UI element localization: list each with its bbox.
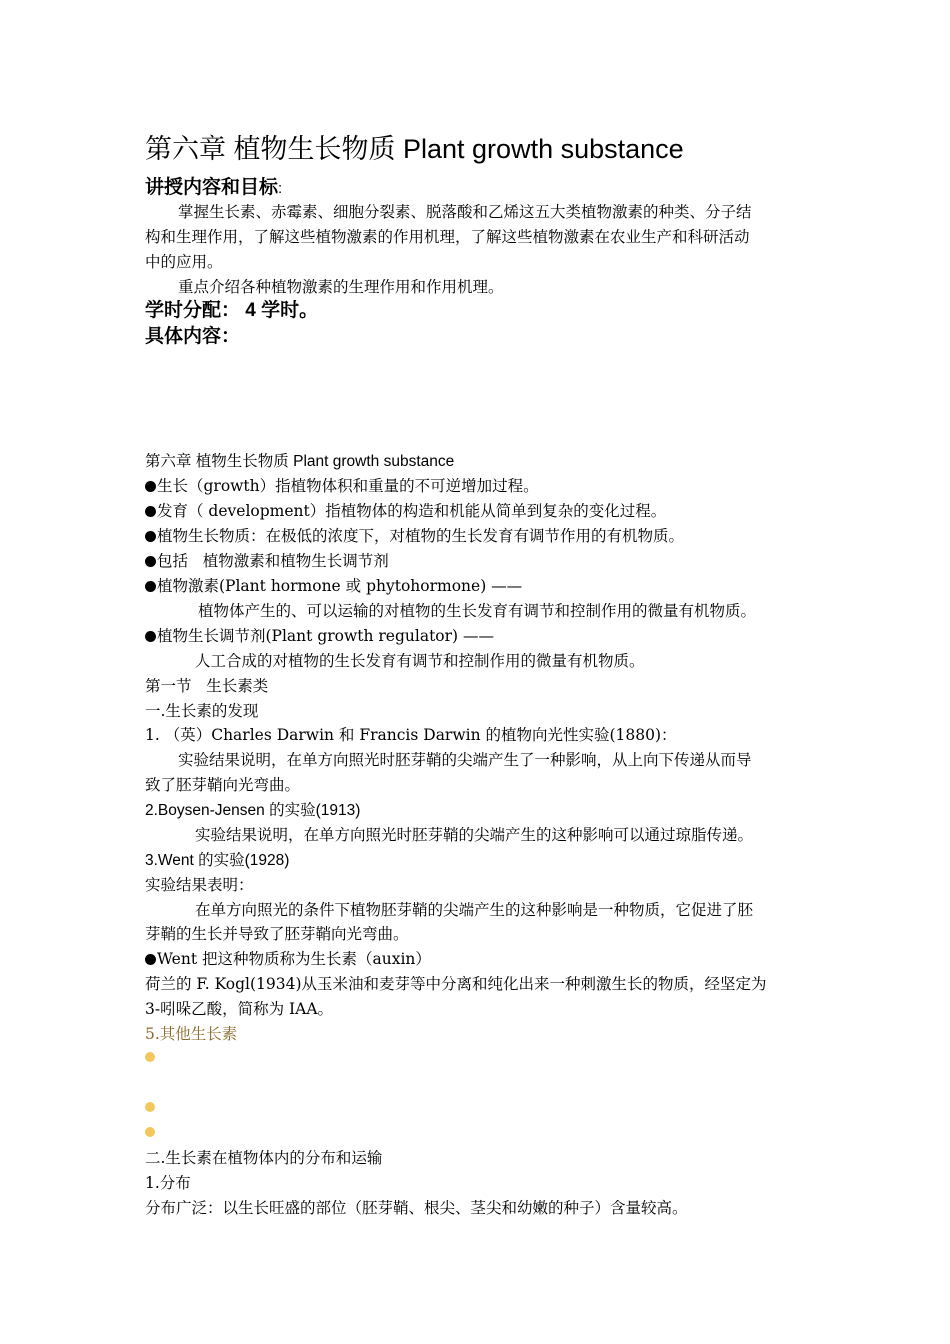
experiment-3-label: 实验结果表明： <box>145 876 254 894</box>
bullet-growth-text: 生长（growth）指植物体积和重量的不可逆增加过程。 <box>157 477 539 495</box>
teaching-p2: 重点介绍各种植物激素的生理作用和作用机理。 <box>178 278 504 296</box>
experiment-2-title: 2.Boysen-Jensen 的实验(1913) <box>145 802 361 819</box>
bullet-hormone <box>145 574 522 599</box>
bullet-includes <box>145 549 389 574</box>
teaching-p1-line2: 构和生理作用，了解这些植物激素的作用机理，了解这些植物激素在农业生产和科研活动 <box>145 228 750 246</box>
bullet-growth <box>145 474 539 499</box>
experiment-2-result: 实验结果说明，在单方向照光时胚芽鞘的尖端产生的这种影响可以通过琼脂传递。 <box>195 826 754 844</box>
section-1-1-heading: 一.生长素的发现 <box>145 702 259 720</box>
bullet-regulator-text: 植物生长调节剂(Plant growth regulator) —— <box>157 627 495 645</box>
section-1-heading: 第一节 生长素类 <box>145 677 269 695</box>
teaching-heading <box>145 175 282 202</box>
experiment-1-result-line2: 致了胚芽鞘向光弯曲。 <box>145 776 301 794</box>
teaching-p1-line1: 掌握生长素、赤霉素、细胞分裂素、脱落酸和乙烯这五大类植物激素的种类、分子结 <box>178 203 752 221</box>
teaching-p1-line3: 中的应用。 <box>145 253 223 271</box>
bullet-icon <box>145 581 156 592</box>
page-title: 第六章 植物生长物质 Plant growth substance <box>145 134 684 164</box>
experiment-1-result-line1: 实验结果说明，在单方向照光时胚芽鞘的尖端产生了一种影响，从上向下传递从而导 <box>178 751 752 769</box>
bullet-growth-substance-text: 植物生长物质：在极低的浓度下，对植物的生长发育有调节作用的有机物质。 <box>157 527 685 545</box>
bullet-went-auxin <box>145 947 431 972</box>
experiment-3-result-line1: 在单方向照光的条件下植物胚芽鞘的尖端产生的这种影响是一种物质，它促进了胚 <box>195 901 754 919</box>
kogl-line2: 3-吲哚乙酸，简称为 IAA。 <box>145 1000 334 1018</box>
bullet-icon <box>145 531 156 542</box>
content-heading: 具体内容： <box>145 326 241 347</box>
kogl-line1: 荷兰的 F. Kogl(1934)从玉米油和麦芽等中分离和纯化出来一种刺激生长的物质，经坚定为 <box>145 975 767 993</box>
teaching-heading-colon: : <box>278 180 283 197</box>
bullet-icon <box>145 954 156 965</box>
hours-heading: 学时分配： 4 学时。 <box>145 300 319 321</box>
bullet-growth-substance <box>145 524 684 549</box>
bullet-hormone-text: 植物激素(Plant hormone 或 phytohormone) —— <box>157 577 523 595</box>
bullet-icon <box>145 631 156 642</box>
regulator-definition: 人工合成的对植物的生长发育有调节和控制作用的微量有机物质。 <box>195 652 645 670</box>
experiment-1-title: 1. （英）Charles Darwin 和 Francis Darwin 的植物向光性实验(1880)： <box>145 726 677 744</box>
experiment-3-result-line2: 芽鞘的生长并导致了胚芽鞘向光弯曲。 <box>145 925 409 943</box>
bullet-development-text: 发育（ development）指植物体的构造和机能从简单到复杂的变化过程。 <box>157 502 667 520</box>
empty-bullet-icon <box>145 1102 155 1112</box>
teaching-heading-text: 讲授内容和目标 <box>145 177 279 198</box>
bullet-icon <box>145 506 156 517</box>
empty-bullet-icon <box>145 1052 155 1062</box>
bullet-icon <box>145 481 156 492</box>
other-auxins-heading: 5.其他生长素 <box>145 1025 238 1043</box>
bullet-regulator <box>145 624 494 649</box>
hormone-definition: 植物体产生的、可以运输的对植物的生长发育有调节和控制作用的微量有机物质。 <box>198 602 757 620</box>
bullet-development <box>145 499 666 524</box>
bullet-went-auxin-text: Went 把这种物质称为生长素（auxin） <box>157 950 431 968</box>
bullet-icon <box>145 556 156 567</box>
chapter-line: 第六章 植物生长物质 Plant growth substance <box>145 453 455 470</box>
bullet-includes-text: 包括 植物激素和植物生长调节剂 <box>157 552 389 570</box>
section-2-heading: 二.生长素在植物体内的分布和运输 <box>145 1149 383 1167</box>
distribution-description: 分布广泛：以生长旺盛的部位（胚芽鞘、根尖、茎尖和幼嫩的种子）含量较高。 <box>145 1199 688 1217</box>
experiment-3-title: 3.Went 的实验(1928) <box>145 852 290 869</box>
empty-bullet-icon <box>145 1127 155 1137</box>
distribution-heading: 1.分布 <box>145 1174 191 1192</box>
